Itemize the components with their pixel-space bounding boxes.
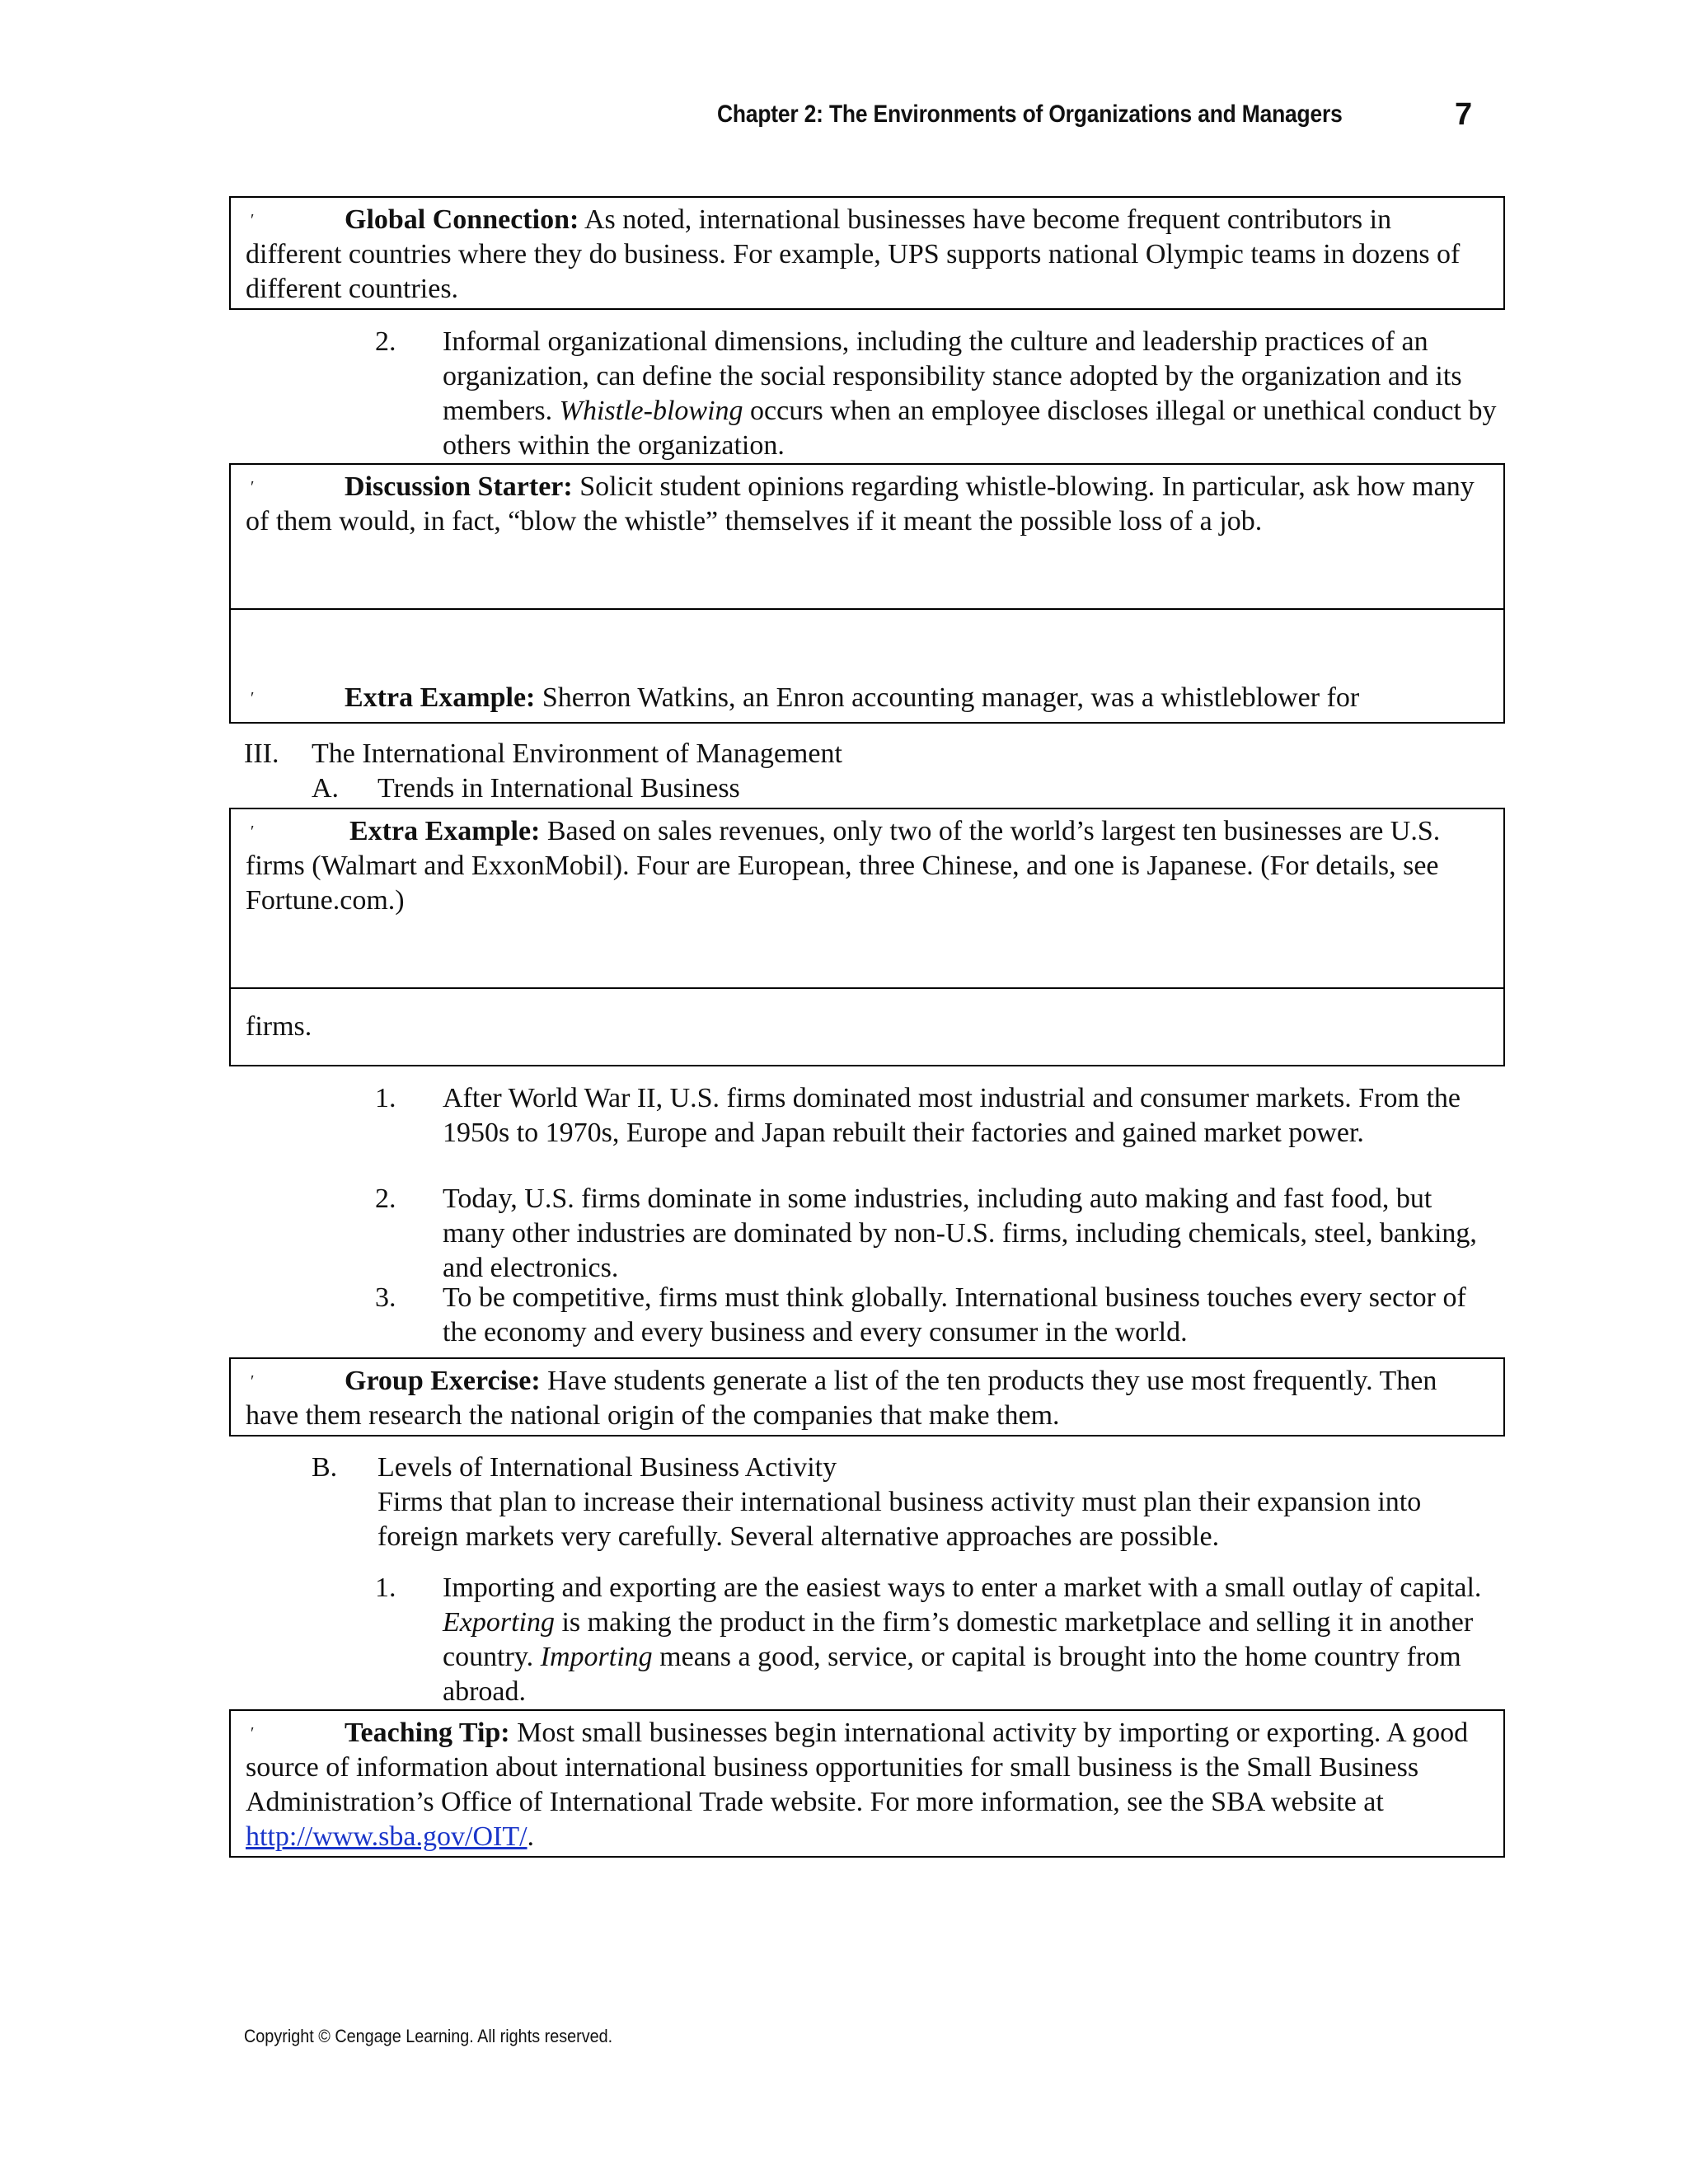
list-item: To be competitive, firms must think globally. International business touches every sector of the economy and every business and every consumer in the world. <box>443 1282 1466 1347</box>
section-numeral: III. <box>244 738 279 769</box>
box-text: Solicit student opinions regarding whistle-blowing. In particular, ask how many of them would, in fact, “blow the whistle” themselves if it meant the possible loss of a job. <box>246 471 1475 537</box>
box-text: Sherron Watkins, an Enron accounting manager, was a whistleblower for <box>542 682 1360 713</box>
term-exporting: Exporting <box>443 1607 555 1638</box>
list-item-importing-exporting: Importing and exporting are the easiest ways to enter a market with a small outlay of capital. Exporting is making the product in the firm’s domestic marketplace and selling it in another country. Importing means a good, service, or capital is brought into the home country from abroad. <box>443 1572 1482 1707</box>
list-number: 1. <box>375 1083 396 1113</box>
box-text: Based on sales revenues, only two of the world’s largest ten businesses are U.S. firms (Walmart and ExxonMobil). Four are European, three Chinese, and one is Japanese. (For details, see Fortune.com.) <box>246 816 1441 916</box>
box-text: As noted, international businesses have become frequent contributors in different countries where they do business. For example, UPS supports national Olympic teams in dozens of different countries. <box>246 204 1461 304</box>
box-trailing-text: firms. <box>246 1011 312 1042</box>
box-divider <box>231 987 1503 989</box>
box-label: Extra Example: <box>349 816 541 846</box>
list-item: After World War II, U.S. firms dominated most industrial and consumer markets. From the 1950s to 1970s, Europe and Japan rebuilt their factories and gained market power. <box>443 1083 1461 1148</box>
list-number: 3. <box>375 1282 396 1313</box>
subsection-title: Levels of International Business Activity <box>377 1452 837 1483</box>
extra-example-box <box>229 808 1505 1066</box>
global-connection-box <box>229 196 1505 310</box>
box-label: Discussion Starter: <box>345 471 573 502</box>
discussion-starter-box <box>229 463 1505 724</box>
subsection-intro: Firms that plan to increase their international business activity must plan their expansion into foreign markets very carefully. Several alternative approaches are possible. <box>377 1487 1422 1552</box>
teaching-tip-box: ′ Teaching Tip: Most small businesses begin international activity by importing or exporting. A good source of information about international business opportunities for small business is the Small Business Administration’s Office of International Trade website. For more information, see the SBA website at http://www.sba.gov/OIT/. <box>229 1709 1505 1858</box>
page-number: 7 <box>1455 97 1473 132</box>
box-divider <box>231 608 1503 610</box>
list-item-informal: Informal organizational dimensions, including the culture and leadership practices of an organization, can define the social responsibility stance adopted by the organization and its members. Whistle-blowing occurs when an employee discloses illegal or unethical conduct by others within the organization. <box>443 326 1497 461</box>
term-whistle-blowing: Whistle-blowing <box>559 396 743 426</box>
box-label: Extra Example: <box>345 682 536 713</box>
note-marker-icon: ′ <box>251 823 255 841</box>
page-header <box>717 97 1484 138</box>
section-title: The International Environment of Management <box>312 738 842 769</box>
note-marker-icon: ′ <box>251 1724 255 1742</box>
list-number: 2. <box>375 1183 396 1214</box>
term-importing: Importing <box>540 1642 653 1672</box>
box-text: Most small businesses begin international activity by importing or exporting. A good source of information about international business opportunities for small business is the Small Business Administration’s Office of International Trade website. For more information, see the SBA website at <box>246 1718 1469 1817</box>
box-label: Global Connection: <box>345 204 579 235</box>
list-item: Today, U.S. firms dominate in some industries, including auto making and fast food, but many other industries are dominated by non-U.S. firms, including chemicals, steel, banking, and electronics. <box>443 1183 1477 1283</box>
note-marker-icon: ′ <box>251 689 255 707</box>
box-label: Group Exercise: <box>345 1366 541 1396</box>
copyright-footer: Copyright © Cengage Learning. All rights reserved. <box>244 2026 613 2046</box>
subsection-title: Trends in International Business <box>377 773 740 804</box>
group-exercise-box <box>229 1357 1505 1436</box>
section-letter: A. <box>312 773 340 804</box>
chapter-title: Chapter 2: The Environments of Organizations and Managers <box>717 101 1343 128</box>
list-number: 2. <box>375 326 396 357</box>
sba-oit-link[interactable]: http://www.sba.gov/OIT/ <box>246 1821 528 1852</box>
box-label: Teaching Tip: <box>345 1718 510 1748</box>
note-marker-icon: ′ <box>251 1372 255 1390</box>
list-number: 1. <box>375 1572 396 1603</box>
note-marker-icon: ′ <box>251 211 255 229</box>
note-marker-icon: ′ <box>251 478 255 496</box>
box-text: Have students generate a list of the ten products they use most frequently. Then have them research the national origin of the companies that make them. <box>246 1366 1437 1431</box>
section-letter: B. <box>312 1452 338 1483</box>
